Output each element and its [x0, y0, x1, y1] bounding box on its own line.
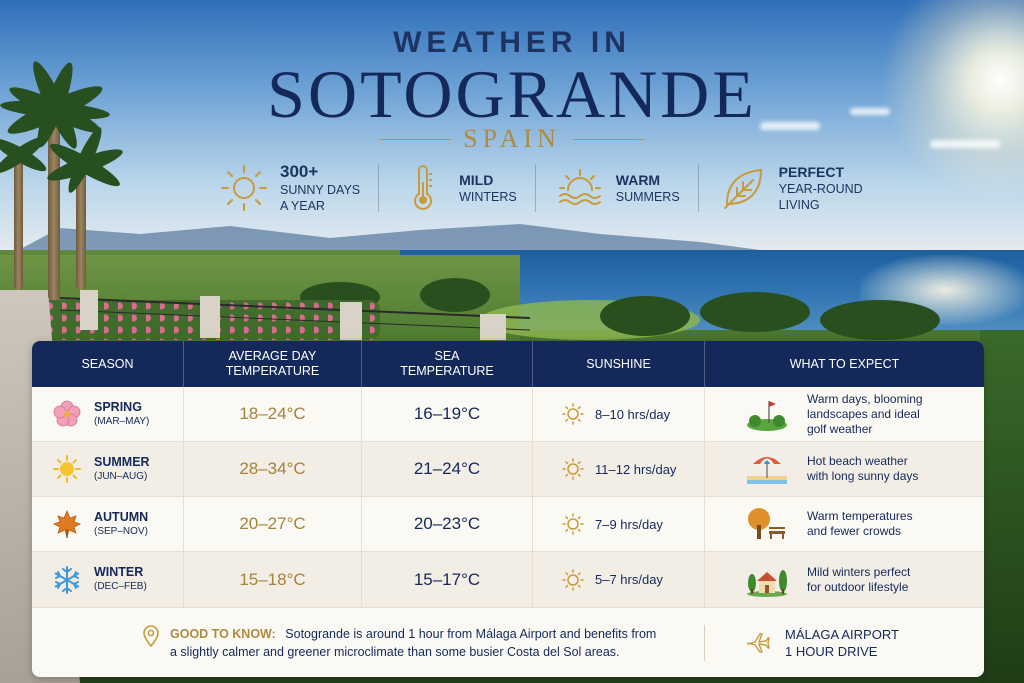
feature-line: MILD: [459, 172, 494, 188]
day-temp-cell: 18–24°C: [184, 387, 362, 441]
feature-line: WARM: [615, 172, 661, 188]
feature-text: [280, 162, 360, 214]
season-name: SUMMER: [94, 454, 150, 469]
sea-temp-cell: 21–24°C: [362, 442, 533, 496]
feature-sunny-days: [200, 160, 378, 216]
expect-line: and fewer crowds: [807, 524, 902, 538]
expect-cell: [705, 442, 984, 496]
column-header-avg-day-temp: [184, 341, 362, 387]
feature-year-round: [699, 160, 881, 216]
expect-line: Mild winters perfect: [807, 564, 911, 579]
header-line: AVERAGE DAY: [228, 349, 317, 363]
column-header-expect: WHAT TO EXPECT: [789, 356, 900, 371]
tree: [700, 292, 810, 332]
expect-line: Warm days, blooming: [807, 391, 923, 406]
season-labels: [94, 400, 149, 429]
sun-icon: [218, 162, 270, 214]
feature-line: A YEAR: [280, 199, 325, 213]
beach-umbrella-icon: [745, 452, 789, 486]
table-row: [32, 552, 984, 607]
snowflake-icon: [52, 565, 82, 595]
season-name: SPRING: [94, 399, 142, 414]
leaf-icon: [717, 162, 769, 214]
good-to-know-line: Sotogrande is around 1 hour from Málaga Airport and benefits from: [285, 626, 657, 641]
sun-icon: [561, 457, 585, 481]
country-label: SPAIN: [463, 124, 561, 153]
season-range: (JUN–AUG): [94, 470, 148, 482]
expect-cell: [705, 497, 984, 551]
feature-line: SUMMERS: [615, 190, 680, 204]
sunshine-value: 11–12 hrs/day: [595, 461, 677, 477]
feature-line: LIVING: [778, 198, 820, 212]
page-title: SOTOGRANDE: [267, 56, 757, 132]
header-line: SEA: [434, 349, 460, 363]
expect-line: for outdoor lifestyle: [807, 579, 909, 594]
header-line: TEMPERATURE: [400, 364, 494, 378]
expect-line: Hot beach weather: [807, 454, 908, 468]
flower-icon: [52, 399, 82, 429]
cloud: [930, 140, 1000, 148]
feature-line: SUNNY DAYS: [280, 183, 361, 197]
season-cell: [32, 552, 184, 607]
thermometer-icon: [397, 162, 449, 214]
sea-temp-cell: 20–23°C: [362, 497, 533, 551]
location-pin-icon: [142, 625, 160, 647]
sunshine-value: 7–9 hrs/day: [595, 516, 663, 532]
expect-line: golf weather: [807, 421, 873, 436]
sun-icon: [52, 454, 82, 484]
sun-icon: [561, 512, 585, 536]
sunset-waves-icon: [554, 162, 606, 214]
footer-note: [32, 607, 984, 677]
season-name: AUTUMN: [94, 509, 149, 524]
day-temp-cell: 15–18°C: [184, 552, 362, 607]
column-header-sunshine: SUNSHINE: [533, 341, 705, 387]
expect-line: Warm temperatures: [807, 509, 913, 523]
table-header: [32, 341, 984, 387]
feature-line: PERFECT: [778, 164, 845, 180]
table-row: [32, 497, 984, 552]
feature-line: YEAR-ROUND: [778, 182, 863, 196]
season-range: (MAR–MAY): [94, 415, 150, 427]
airport-line: 1 HOUR DRIVE: [785, 643, 878, 659]
feature-line: WINTERS: [459, 190, 517, 204]
season-cell: [32, 442, 184, 496]
expect-text: [807, 454, 918, 484]
railing: [60, 290, 530, 340]
tree: [600, 296, 690, 336]
sea-temp-cell: 15–17°C: [362, 552, 533, 607]
table-row: [32, 387, 984, 442]
column-header-sea-temp: [362, 341, 533, 387]
sea-temp-cell: 16–19°C: [362, 387, 533, 441]
pretitle: WEATHER IN: [393, 26, 631, 59]
season-range: (SEP–NOV): [94, 525, 148, 537]
sunshine-value: 5–7 hrs/day: [595, 572, 663, 587]
good-to-know-line: a slightly calmer and greener microclimate than some busier Costa del Sol areas.: [170, 644, 620, 659]
header-line: TEMPERATURE: [225, 364, 320, 378]
season-cell: [32, 497, 184, 551]
tree: [820, 300, 940, 340]
sun-icon: [561, 568, 585, 592]
table-row: [32, 442, 984, 497]
divider: [573, 139, 644, 140]
day-temp-cell: 20–27°C: [184, 497, 362, 551]
expect-cell: [705, 552, 984, 607]
feature-mild-winters: [379, 160, 535, 216]
good-to-know-text: [170, 625, 656, 661]
tree-bench-icon: [745, 507, 789, 541]
airport-text: [785, 626, 899, 660]
column-header-season: SEASON: [32, 341, 184, 387]
sunshine-cell: [533, 552, 705, 607]
expect-text: [807, 565, 910, 595]
expect-text: [807, 509, 913, 539]
weather-table-card: [32, 341, 984, 677]
table-body: [32, 387, 984, 607]
expect-cell: [705, 387, 984, 441]
house-trees-icon: [745, 563, 789, 597]
airplane-icon: [745, 630, 771, 656]
sunshine-cell: [533, 497, 705, 551]
airport-line: MÁLAGA AIRPORT: [785, 626, 899, 642]
sunshine-value: 8–10 hrs/day: [595, 406, 671, 422]
feature-warm-summers: [536, 160, 698, 216]
maple-leaf-icon: [52, 509, 82, 539]
feature-strip: [200, 158, 900, 218]
season-name: WINTER: [94, 565, 144, 579]
season-labels: [94, 565, 147, 594]
expect-line: landscapes and ideal: [807, 406, 920, 421]
season-range: (DEC–FEB): [94, 581, 147, 592]
season-labels: [94, 455, 150, 484]
country-row: [380, 124, 644, 154]
hedge: [980, 330, 1024, 683]
feature-text: [779, 163, 863, 213]
sun-icon: [561, 402, 585, 426]
feature-text: [616, 171, 680, 205]
expect-text: [807, 392, 923, 437]
sunshine-cell: [533, 442, 705, 496]
good-to-know-label: GOOD TO KNOW:: [170, 626, 276, 641]
season-cell: [32, 387, 184, 441]
expect-line: with long sunny days: [807, 469, 919, 483]
divider: [380, 139, 451, 140]
golf-flag-icon: [745, 397, 789, 431]
good-to-know: [32, 625, 704, 661]
season-labels: [94, 510, 148, 539]
day-temp-cell: 28–34°C: [184, 442, 362, 496]
airport-info: [705, 626, 899, 660]
feature-value: 300+: [280, 162, 319, 181]
sunshine-cell: [533, 387, 705, 441]
feature-text: [459, 171, 517, 205]
